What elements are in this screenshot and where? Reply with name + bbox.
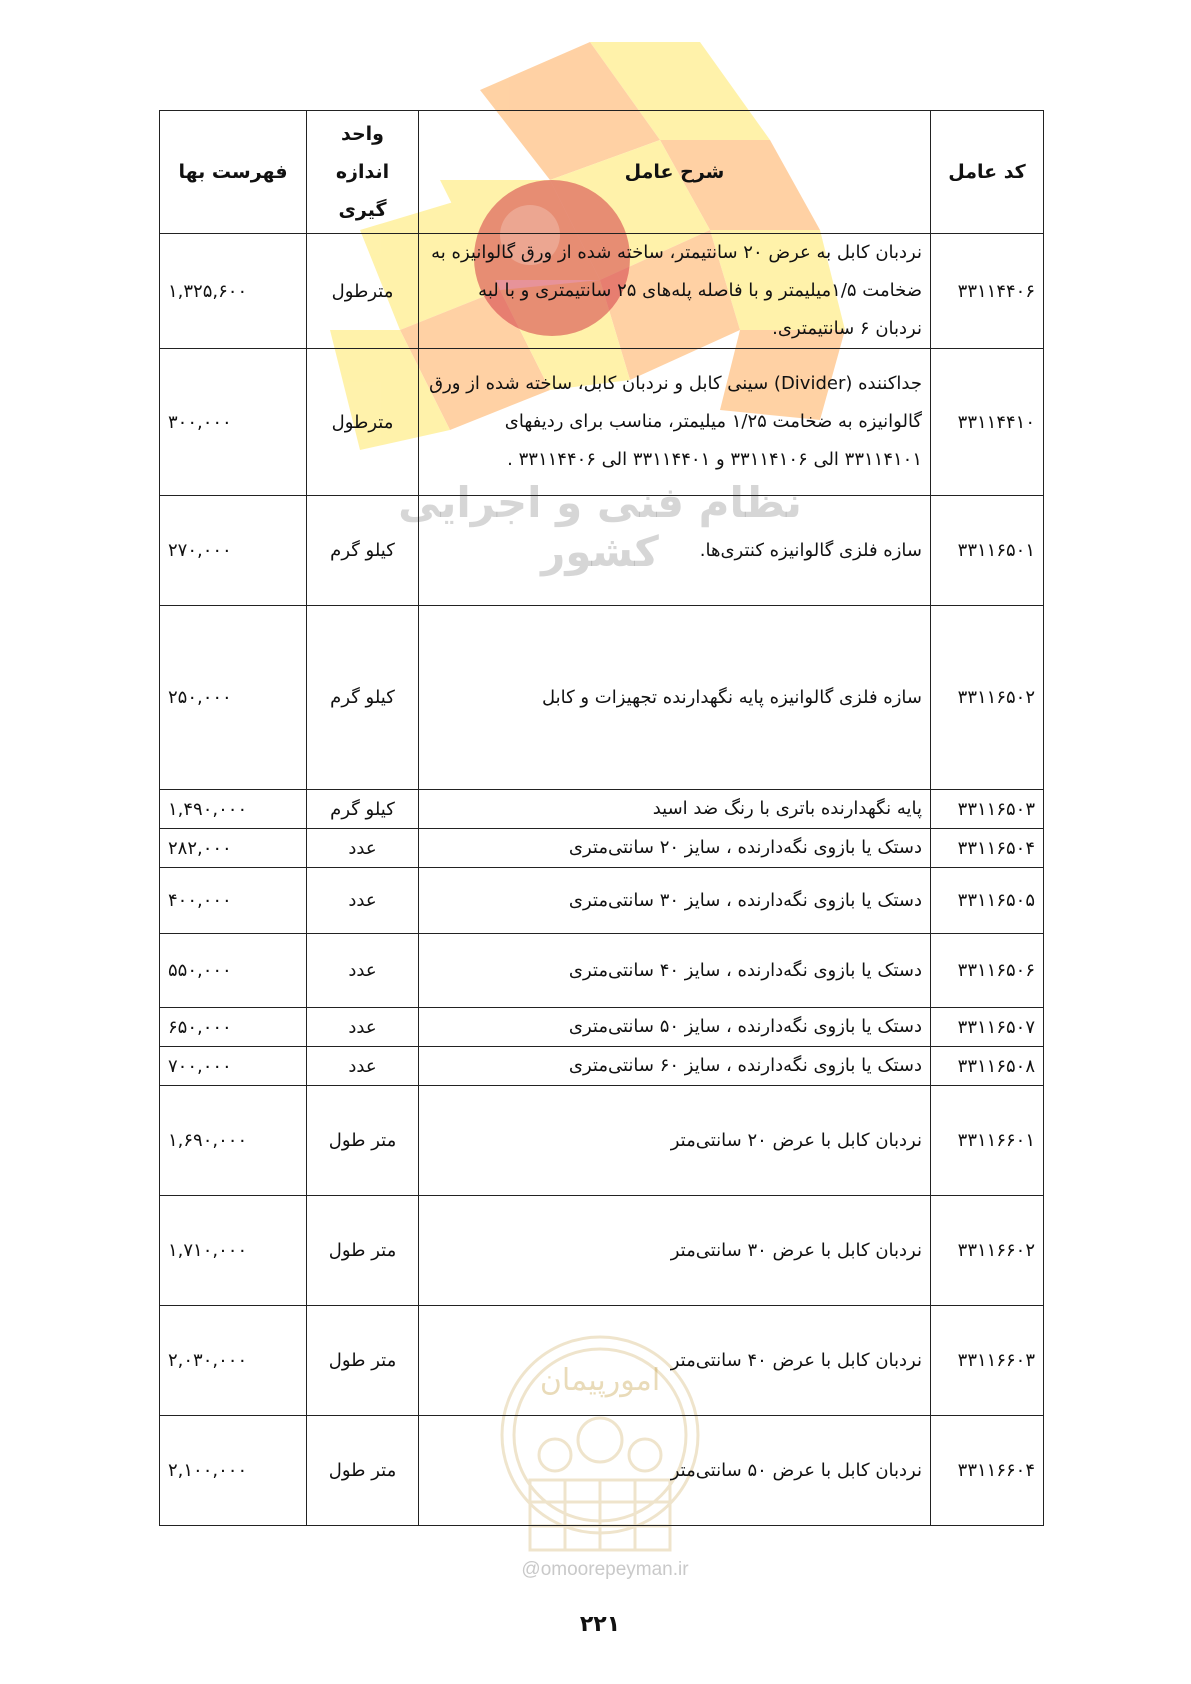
row-price: ۲۵۰,۰۰۰ bbox=[160, 606, 307, 790]
row-description: پایه نگهدارنده باتری با رنگ ضد اسید bbox=[419, 790, 931, 829]
site-watermark: @omoorepeyman.ir bbox=[521, 1559, 689, 1580]
row-price: ۵۵۰,۰۰۰ bbox=[160, 934, 307, 1008]
header-code: کد عامل bbox=[931, 111, 1044, 234]
row-description: جداکننده (Divider) سینی کابل و نردبان کابل، ساخته شده از ورق گالوانیزه به ضخامت ۱/۲۵ میلیمتر، مناسب برای ردیفهای ۳۳۱۱۴۱۰۱ الی ۳۳۱۱۴۱۰۶ و ۳۳۱۱۴۴۰۱ الی ۳۳۱۱۴۴۰۶ . bbox=[419, 349, 931, 496]
row-description: نردبان کابل با عرض ۵۰ سانتی‌متر bbox=[419, 1416, 931, 1526]
row-description: نردبان کابل با عرض ۴۰ سانتی‌متر bbox=[419, 1306, 931, 1416]
row-price: ۷۰۰,۰۰۰ bbox=[160, 1047, 307, 1086]
row-price: ۲,۱۰۰,۰۰۰ bbox=[160, 1416, 307, 1526]
row-code: ۳۳۱۱۶۶۰۱ bbox=[931, 1086, 1044, 1196]
row-price: ۴۰۰,۰۰۰ bbox=[160, 868, 307, 934]
row-unit: عدد bbox=[307, 1047, 419, 1086]
row-description: سازه فلزی گالوانیزه کنتری‌ها. bbox=[419, 496, 931, 606]
row-price: ۲۷۰,۰۰۰ bbox=[160, 496, 307, 606]
row-unit: متر طول bbox=[307, 1196, 419, 1306]
row-price: ۳۰۰,۰۰۰ bbox=[160, 349, 307, 496]
organization-text-watermark: نظام فنی و اجرایی کشور bbox=[398, 478, 802, 576]
row-code: ۳۳۱۱۶۵۰۵ bbox=[931, 868, 1044, 934]
row-description: دستک یا بازوی نگه‌دارنده ، سایز ۴۰ سانتی‌متری bbox=[419, 934, 931, 1008]
table-row bbox=[160, 1008, 1044, 1047]
row-code: ۳۳۱۱۴۴۱۰ bbox=[931, 349, 1044, 496]
row-unit: متر طول bbox=[307, 1306, 419, 1416]
row-unit: کیلو گرم bbox=[307, 790, 419, 829]
row-price: ۱,۳۲۵,۶۰۰ bbox=[160, 234, 307, 349]
row-code: ۳۳۱۱۶۵۰۷ bbox=[931, 1008, 1044, 1047]
table-row bbox=[160, 349, 1044, 496]
row-description: دستک یا بازوی نگه‌دارنده ، سایز ۲۰ سانتی‌متری bbox=[419, 829, 931, 868]
header-description: شرح عامل bbox=[419, 111, 931, 234]
row-description: دستک یا بازوی نگه‌دارنده ، سایز ۵۰ سانتی‌متری bbox=[419, 1008, 931, 1047]
header-unit: واحد اندازه گیری bbox=[307, 111, 419, 234]
row-price: ۲۸۲,۰۰۰ bbox=[160, 829, 307, 868]
row-price: ۱,۶۹۰,۰۰۰ bbox=[160, 1086, 307, 1196]
row-code: ۳۳۱۱۶۵۰۶ bbox=[931, 934, 1044, 1008]
row-price: ۲,۰۳۰,۰۰۰ bbox=[160, 1306, 307, 1416]
table-row bbox=[160, 934, 1044, 1008]
row-code: ۳۳۱۱۶۶۰۳ bbox=[931, 1306, 1044, 1416]
row-unit: متر طول bbox=[307, 1416, 419, 1526]
row-unit: متر طول bbox=[307, 1086, 419, 1196]
row-code: ۳۳۱۱۶۶۰۲ bbox=[931, 1196, 1044, 1306]
row-unit: عدد bbox=[307, 868, 419, 934]
table-row bbox=[160, 606, 1044, 790]
row-code: ۳۳۱۱۶۶۰۴ bbox=[931, 1416, 1044, 1526]
row-code: ۳۳۱۱۶۵۰۱ bbox=[931, 496, 1044, 606]
row-code: ۳۳۱۱۶۵۰۲ bbox=[931, 606, 1044, 790]
table-row bbox=[160, 1196, 1044, 1306]
table-row bbox=[160, 1306, 1044, 1416]
row-description: نردبان کابل با عرض ۳۰ سانتی‌متر bbox=[419, 1196, 931, 1306]
row-description: سازه فلزی گالوانیزه پایه نگهدارنده تجهیزات و کابل bbox=[419, 606, 931, 790]
table-row bbox=[160, 829, 1044, 868]
seal-text: امورپیمان bbox=[539, 1363, 661, 1398]
row-code: ۳۳۱۱۶۵۰۳ bbox=[931, 790, 1044, 829]
price-list-table bbox=[159, 110, 1044, 1526]
row-unit: عدد bbox=[307, 829, 419, 868]
table-row bbox=[160, 234, 1044, 349]
table-row bbox=[160, 1047, 1044, 1086]
row-description: دستک یا بازوی نگه‌دارنده ، سایز ۳۰ سانتی‌متری bbox=[419, 868, 931, 934]
page-number: ۲۲۱ bbox=[579, 1612, 621, 1637]
table-row bbox=[160, 868, 1044, 934]
table-row bbox=[160, 790, 1044, 829]
table-row bbox=[160, 496, 1044, 606]
row-code: ۳۳۱۱۶۵۰۸ bbox=[931, 1047, 1044, 1086]
row-price: ۶۵۰,۰۰۰ bbox=[160, 1008, 307, 1047]
row-price: ۱,۷۱۰,۰۰۰ bbox=[160, 1196, 307, 1306]
row-code: ۳۳۱۱۶۵۰۴ bbox=[931, 829, 1044, 868]
row-description: نردبان کابل به عرض ۲۰ سانتیمتر، ساخته شده از ورق گالوانیزه به ضخامت ۱/۵میلیمتر و با فاصله پله‌های ۲۵ سانتیمتری و با لبه نردبان ۶ سانتیمتری. bbox=[419, 234, 931, 349]
row-code: ۳۳۱۱۴۴۰۶ bbox=[931, 234, 1044, 349]
row-price: ۱,۴۹۰,۰۰۰ bbox=[160, 790, 307, 829]
table-header-row bbox=[160, 111, 1044, 234]
table-row bbox=[160, 1416, 1044, 1526]
table-row bbox=[160, 1086, 1044, 1196]
header-price: فهرست بها bbox=[160, 111, 307, 234]
row-description: نردبان کابل با عرض ۲۰ سانتی‌متر bbox=[419, 1086, 931, 1196]
row-unit: مترطول bbox=[307, 234, 419, 349]
row-unit: عدد bbox=[307, 934, 419, 1008]
row-unit: کیلو گرم bbox=[307, 496, 419, 606]
row-unit: مترطول bbox=[307, 349, 419, 496]
row-description: دستک یا بازوی نگه‌دارنده ، سایز ۶۰ سانتی‌متری bbox=[419, 1047, 931, 1086]
row-unit: عدد bbox=[307, 1008, 419, 1047]
row-unit: کیلو گرم bbox=[307, 606, 419, 790]
